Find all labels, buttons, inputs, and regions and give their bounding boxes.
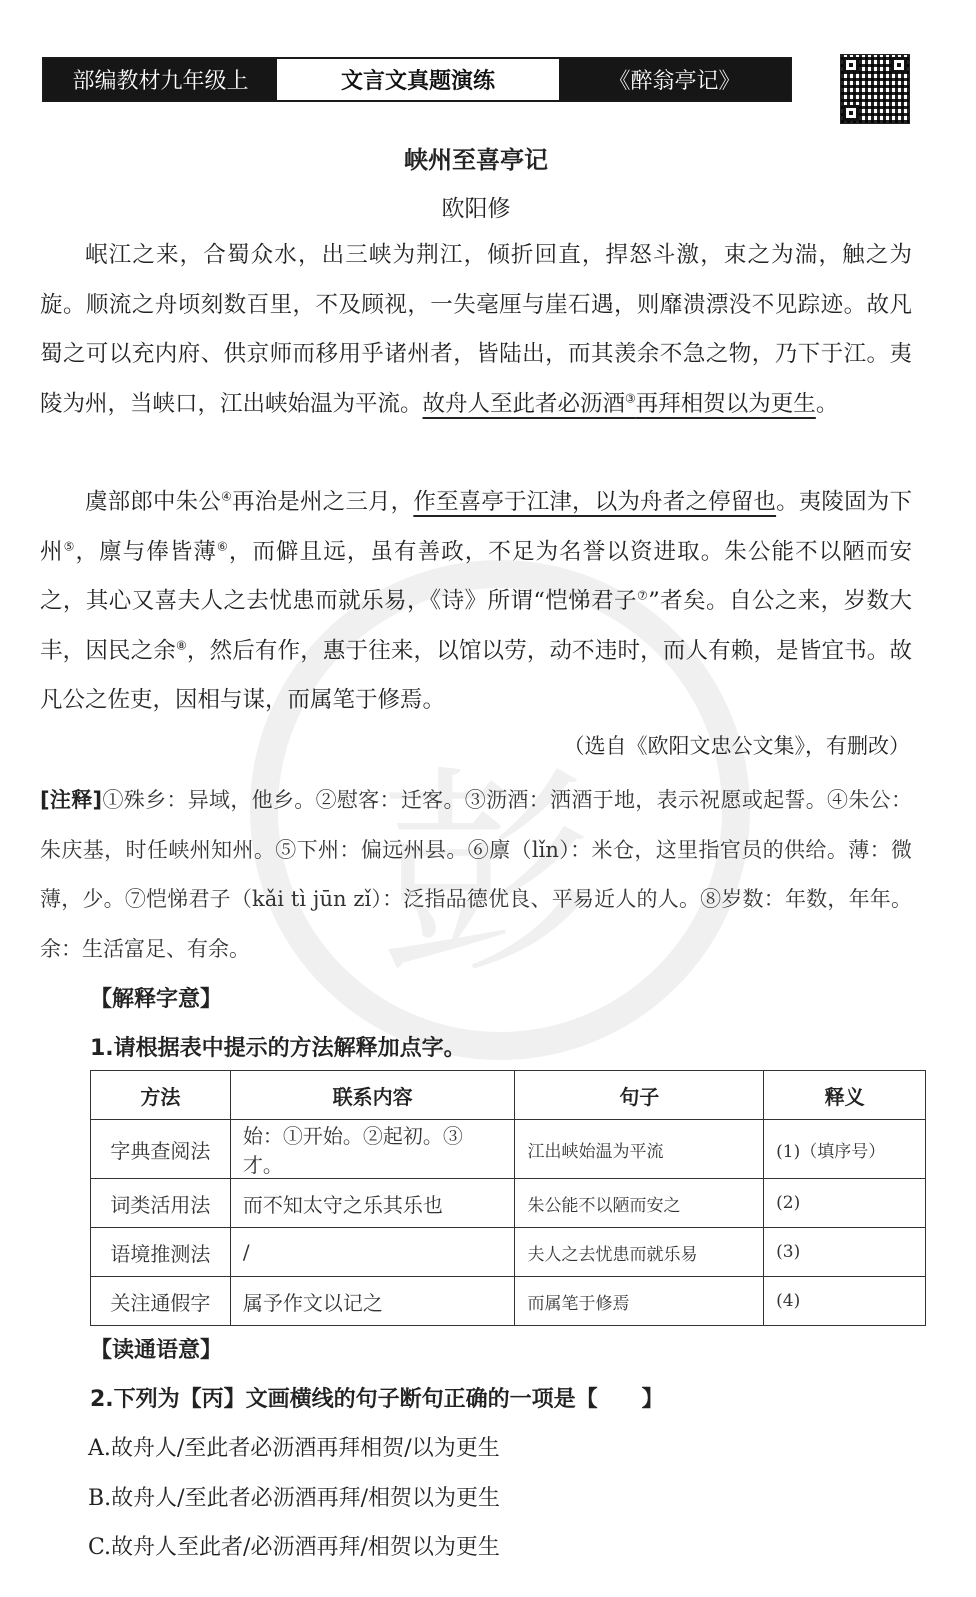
author: 欧阳修 bbox=[441, 196, 511, 222]
qr-finder bbox=[891, 57, 907, 73]
answer-cell[interactable]: (1)（填序号） bbox=[764, 1120, 926, 1179]
sentence-cell: 而属笔于修焉 bbox=[515, 1277, 764, 1326]
qr-finder bbox=[843, 105, 859, 121]
answer-cell[interactable]: (2) bbox=[764, 1179, 926, 1228]
answer-cell[interactable]: (3) bbox=[764, 1228, 926, 1277]
table-header-row bbox=[91, 1071, 926, 1120]
annotations-text: ①殊乡：异域，他乡。②慰客：迁客。③沥酒：洒酒于地，表示祝愿或起誓。④朱公：朱庆基，时任峡州知州。⑤下州：偏远州县。⑥廪（lǐn）：米仓，这里指官员的供给。薄：微薄，少。⑦恺悌君子（kǎi tì jūn zǐ）：泛指品德优良、平易近人的人。⑧岁数：年数，年年。余：生活富足、有余。 bbox=[40, 788, 912, 961]
answer-cell[interactable]: (4) bbox=[764, 1277, 926, 1326]
sentence-cell: 朱公能不以陋而安之 bbox=[515, 1179, 764, 1228]
column-header: 释义 bbox=[764, 1071, 926, 1120]
context-cell: 始：①开始。②起初。③才。 bbox=[230, 1120, 515, 1179]
table-row bbox=[91, 1120, 926, 1179]
watermark-seal: 彭 bbox=[250, 560, 750, 1060]
annotations-tag: [注释] bbox=[40, 788, 103, 812]
table-row bbox=[91, 1179, 926, 1228]
question-1: 1.请根据表中提示的方法解释加点字。 bbox=[90, 1036, 466, 1061]
header-bar bbox=[42, 57, 792, 102]
column-header: 句子 bbox=[515, 1071, 764, 1120]
passage-text: 岷江之来，合蜀众水，出三峡为荆江，倾折回直，捍怒斗激，束之为湍，触之为旋。顺流之舟顷刻数百里，不及顾视，一失毫厘与崖石遇，则靡溃漂没不见踪迹。故凡蜀之可以充内府、供京师而移用乎诸州者，皆陆出，而其羡余不急之物，乃下于江。夷陵为州，当峡口，江出峡始温为平流。 bbox=[40, 242, 912, 417]
header-lesson: 《醉翁亭记》 bbox=[559, 59, 790, 100]
section-heading-1: 【解释字意】 bbox=[90, 987, 223, 1012]
table-row bbox=[91, 1277, 926, 1326]
method-cell: 字典查阅法 bbox=[91, 1120, 231, 1179]
header-grade: 部编教材九年级上 bbox=[44, 59, 277, 100]
context-cell: 属予作文以记之 bbox=[230, 1277, 515, 1326]
underlined-sentence: 故舟人至此者必沥酒③再拜相贺以为更生 bbox=[422, 390, 816, 417]
sentence-cell: 江出峡始温为平流 bbox=[515, 1120, 764, 1179]
method-table bbox=[90, 1070, 926, 1326]
page-title: 峡州至喜亭记 bbox=[404, 146, 548, 174]
passage-paragraph-1: 岷江之来，合蜀众水，出三峡为荆江，倾折回直，捍怒斗激，束之为湍，触之为旋。顺流之舟顷刻数百里，不及顾视，一失毫厘与崖石遇，则靡溃漂没不见踪迹。故凡蜀之可以充内府、供京师而移用乎诸州者，皆陆出，而其羡余不急之物，乃下于江。夷陵为州，当峡口，江出峡始温为平流。故舟人至此者必沥酒③再拜相贺以为更生。 bbox=[40, 242, 912, 417]
column-header: 方法 bbox=[91, 1071, 231, 1120]
annotations bbox=[40, 776, 912, 974]
question-2: 2.下列为【丙】文画横线的句子断句正确的一项是【 】 bbox=[90, 1387, 664, 1412]
section-heading-2: 【读通语意】 bbox=[90, 1338, 223, 1363]
table-row bbox=[91, 1228, 926, 1277]
header-topic: 文言文真题演练 bbox=[277, 59, 559, 100]
option-a[interactable]: A.故舟人/至此者必沥酒再拜相贺/以为更生 bbox=[88, 1436, 500, 1461]
method-cell: 语境推测法 bbox=[91, 1228, 231, 1277]
method-cell: 关注通假字 bbox=[91, 1277, 231, 1326]
passage-paragraph-2: 虞部郎中朱公④再治是州之三月，作至喜亭于江津，以为舟者之停留也。夷陵固为下州⑤，廪与俸皆薄⑥，而僻且远，虽有善政，不足为名誉以资进取。朱公能不以陋而安之，其心又喜夫人之去忧患而就乐易，《诗》所谓“恺悌君子⑦”者矣。自公之来，岁数大丰，因民之余⑧，然后有作，惠于往来，以馆以劳，动不违时，而人有赖，是皆宜书。故凡公之佐吏，因相与谋，而属笔于修焉。 bbox=[40, 489, 912, 713]
column-header: 联系内容 bbox=[230, 1071, 515, 1120]
qr-code[interactable] bbox=[840, 54, 910, 124]
context-cell: / bbox=[230, 1228, 515, 1277]
context-cell: 而不知太守之乐其乐也 bbox=[230, 1179, 515, 1228]
sentence-cell: 夫人之去忧患而就乐易 bbox=[515, 1228, 764, 1277]
option-b[interactable]: B.故舟人/至此者必沥酒再拜/相贺以为更生 bbox=[88, 1486, 500, 1511]
qr-finder bbox=[843, 57, 859, 73]
method-cell: 词类活用法 bbox=[91, 1179, 231, 1228]
underlined-sentence: 作至喜亭于江津，以为舟者之停留也 bbox=[413, 489, 777, 515]
option-c[interactable]: C.故舟人至此者/必沥酒再拜/相贺以为更生 bbox=[88, 1535, 500, 1560]
source-citation: （选自《欧阳文忠公文集》，有删改） bbox=[563, 734, 910, 758]
